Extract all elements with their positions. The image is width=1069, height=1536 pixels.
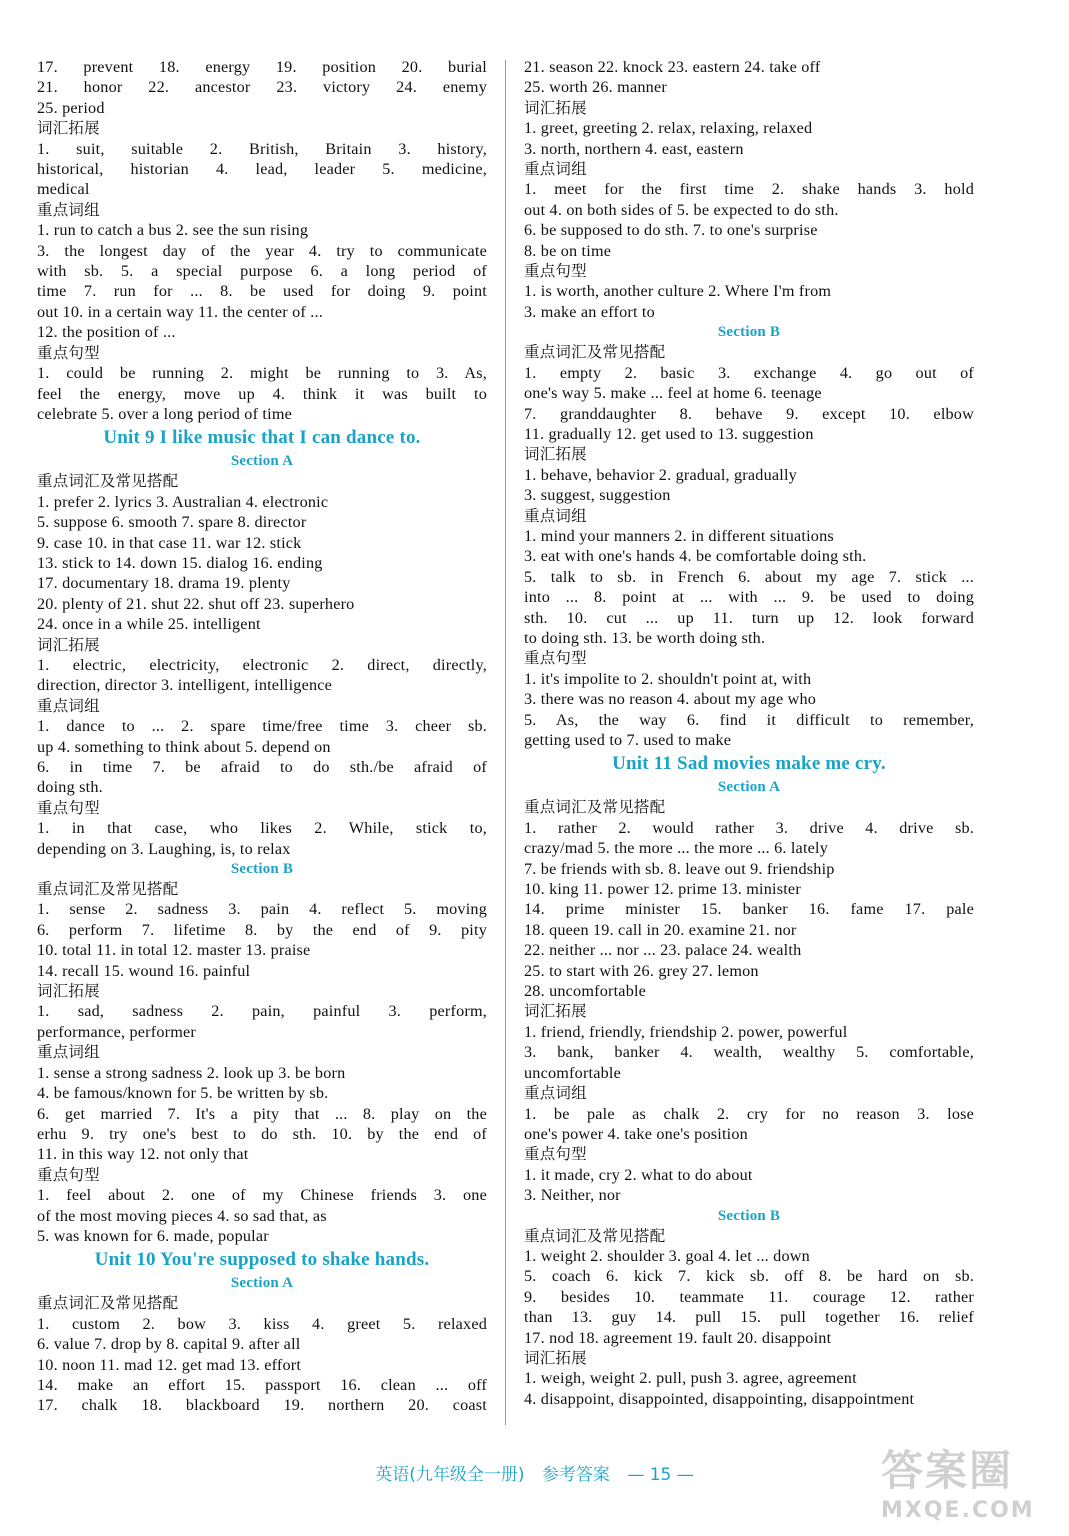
- section-title: Section B: [717, 1207, 781, 1224]
- answer-line: 25. to start with 26. grey 27. lemon: [524, 961, 759, 980]
- answer-line: medical: [37, 180, 90, 199]
- answer-line: into ... 8. point at ... with ... 9. be used to doing: [524, 588, 974, 607]
- unit-title: Unit 9 I like music that I can dance to.: [103, 427, 421, 449]
- answer-line: 3. there was no reason 4. about my age who: [524, 690, 817, 709]
- answer-line: historical, historian 4. lead, leader 5. medicine,: [37, 160, 487, 179]
- answer-line: 1. sad, sadness 2. pain, painful 3. perform,: [37, 1002, 487, 1021]
- answer-line: 1. suit, suitable 2. British, Britain 3. history,: [37, 139, 487, 158]
- answer-line: 9. case 10. in that case 11. war 12. stick: [37, 533, 302, 552]
- subheading: 重点词汇及常见搭配: [524, 1226, 666, 1245]
- unit-title: Unit 10 You're supposed to shake hands.: [94, 1249, 430, 1271]
- answer-line: 22. neither ... nor ... 23. palace 24. wealth: [524, 941, 802, 960]
- answer-line: 11. gradually 12. get used to 13. suggestion: [524, 424, 814, 443]
- answer-line: 25. period: [37, 98, 105, 117]
- answer-line: 6. in time 7. be afraid to do sth./be afraid of: [37, 758, 487, 776]
- answer-line: out 4. on both sides of 5. be expected to do sth.: [524, 200, 839, 219]
- answer-line: 5. talk to sb. in French 6. about my age 7. stick ...: [524, 567, 974, 586]
- answer-line: erhu 9. try one's best to do sth. 10. by the end of: [37, 1124, 487, 1143]
- answer-line: 1. run to catch a bus 2. see the sun rising: [37, 221, 309, 240]
- answer-line: 3. suggest, suggestion: [524, 486, 671, 505]
- subheading: 词汇拓展: [524, 98, 587, 117]
- answer-line: 1. be pale as chalk 2. cry for no reason 3. lose: [524, 1104, 974, 1123]
- answer-line: 5. As, the way 6. find it difficult to remember,: [524, 710, 974, 729]
- answer-line: 17. documentary 18. drama 19. plenty: [37, 574, 291, 593]
- answer-line: crazy/mad 5. the more ... the more ... 6. lately: [524, 839, 829, 858]
- subheading: 词汇拓展: [524, 1002, 587, 1021]
- answer-line: 12. the position of ...: [37, 323, 176, 342]
- answer-line: 1. friend, friendly, friendship 2. power, powerful: [524, 1022, 848, 1041]
- watermark-url: MXQE.COM: [881, 1498, 1035, 1523]
- answer-line: doing sth.: [37, 778, 103, 797]
- answer-line: 14. recall 15. wound 16. painful: [37, 961, 251, 980]
- footer-label: 参考答案: [541, 1465, 610, 1485]
- answer-line: 3. eat with one's hands 4. be comfortable doing sth.: [524, 547, 867, 566]
- subheading: 词汇拓展: [37, 982, 100, 1001]
- section-title: Section B: [230, 861, 294, 878]
- watermark-logo: [881, 1438, 1051, 1528]
- answer-line: 10. total 11. in total 12. master 13. praise: [37, 941, 311, 960]
- answer-line: 7. be friends with sb. 8. leave out 9. friendship: [524, 859, 835, 878]
- answer-line: 3. the longest day of the year 4. try to communicate: [37, 241, 487, 260]
- answer-line: 7. granddaughter 8. behave 9. except 10. elbow: [524, 404, 974, 423]
- subheading: 词汇拓展: [524, 1348, 587, 1367]
- answer-line: 18. queen 19. call in 20. examine 21. nor: [524, 920, 797, 939]
- answer-line: 13. stick to 14. down 15. dialog 16. ending: [37, 553, 323, 572]
- answer-line: 28. uncomfortable: [524, 982, 647, 1001]
- answer-line: direction, director 3. intelligent, intelligence: [37, 676, 333, 695]
- column-divider: [505, 60, 506, 1425]
- answer-line: 11. in this way 12. not only that: [37, 1145, 249, 1164]
- subheading: 词汇拓展: [37, 119, 100, 138]
- answer-line: 1. behave, behavior 2. gradual, gradually: [524, 465, 797, 484]
- answer-line: 4. be famous/known for 5. be written by sb.: [37, 1084, 329, 1103]
- answer-line: 1. meet for the first time 2. shake hands 3. hold: [524, 180, 974, 199]
- answer-line: 14. prime minister 15. banker 16. fame 17. pale: [524, 900, 974, 919]
- section-title: Section A: [717, 779, 781, 796]
- answer-line: 1. in that case, who likes 2. While, stick to,: [37, 819, 487, 838]
- answer-line: 1. greet, greeting 2. relax, relaxing, relaxed: [524, 119, 813, 138]
- subheading: 重点词汇及常见搭配: [37, 1294, 179, 1313]
- answer-line: getting used to 7. used to make: [524, 731, 732, 749]
- answer-line: 5. coach 6. kick 7. kick sb. off 8. be hard on sb.: [524, 1267, 974, 1286]
- answer-line: one's power 4. take one's position: [524, 1124, 748, 1143]
- answer-line: 17. nod 18. agreement 19. fault 20. disappoint: [524, 1328, 832, 1347]
- subheading: 重点词汇及常见搭配: [524, 798, 666, 817]
- answer-line: 1. sense a strong sadness 2. look up 3. be born: [37, 1063, 346, 1082]
- answer-line: 1. electric, electricity, electronic 2. direct, directly,: [37, 655, 487, 674]
- answer-line: 1. sense 2. sadness 3. pain 4. reflect 5. moving: [37, 900, 487, 919]
- subheading: 重点句型: [37, 798, 100, 817]
- answer-line: than 13. guy 14. pull 15. pull together 16. relief: [524, 1308, 974, 1327]
- answer-line: 6. get married 7. It's a pity that ... 8. play on the: [37, 1104, 487, 1123]
- answer-line: 3. Neither, nor: [524, 1186, 621, 1205]
- left-column: [37, 57, 487, 1416]
- answer-line: 1. weigh, weight 2. pull, push 3. agree, agreement: [524, 1369, 857, 1388]
- answer-line: 8. be on time: [524, 241, 612, 260]
- answer-line: 25. worth 26. manner: [524, 78, 667, 97]
- answer-line: 1. could be running 2. might be running to 3. As,: [37, 364, 487, 383]
- subheading: 重点句型: [524, 649, 587, 668]
- subheading: 重点句型: [524, 262, 587, 281]
- answer-line: of the most moving pieces 4. so sad that, as: [37, 1206, 327, 1225]
- answer-line: one's way 5. make ... feel at home 6. teenage: [524, 384, 822, 403]
- right-column: [524, 57, 974, 1409]
- watermark-logo-text: 答案圈: [881, 1446, 1014, 1495]
- subheading: 重点词组: [37, 200, 100, 219]
- answer-line: performance, performer: [37, 1022, 196, 1041]
- answer-line: 3. bank, banker 4. wealth, wealthy 5. comfortable,: [524, 1043, 974, 1062]
- subheading: 重点词汇及常见搭配: [37, 472, 179, 491]
- answer-line: 5. was known for 6. made, popular: [37, 1226, 269, 1245]
- subheading: 重点词汇及常见搭配: [524, 343, 666, 362]
- section-title: Section A: [230, 1275, 294, 1292]
- subheading: 重点词汇及常见搭配: [37, 880, 179, 899]
- footer-subject: 英语(九年级全一册): [375, 1465, 525, 1485]
- answer-line: with sb. 5. a special purpose 6. a long period of: [37, 262, 487, 281]
- answer-line: 1. is worth, another culture 2. Where I'm from: [524, 282, 832, 301]
- subheading: 词汇拓展: [37, 635, 100, 654]
- answer-line: 4. disappoint, disappointed, disappointing, disappointment: [524, 1389, 915, 1408]
- answer-line: 24. once in a while 25. intelligent: [37, 615, 261, 634]
- answer-line: up 4. something to think about 5. depend on: [37, 737, 331, 756]
- answer-line: 6. perform 7. lifetime 8. by the end of 9. pity: [37, 920, 487, 939]
- answer-line: 1. custom 2. bow 3. kiss 4. greet 5. relaxed: [37, 1314, 487, 1333]
- answer-line: 10. king 11. power 12. prime 13. minister: [524, 880, 801, 899]
- page-number: — 15 —: [627, 1465, 694, 1485]
- section-title: Section A: [230, 453, 294, 470]
- subheading: 重点词组: [37, 1043, 100, 1062]
- answer-line: 9. besides 10. teammate 11. courage 12. rather: [524, 1287, 974, 1306]
- answer-line: 1. it made, cry 2. what to do about: [524, 1165, 753, 1184]
- answer-line: to doing sth. 13. be worth doing sth.: [524, 628, 766, 647]
- answer-line: 17. prevent 18. energy 19. position 20. burial: [37, 58, 487, 76]
- answer-line: celebrate 5. over a long period of time: [37, 404, 293, 423]
- answer-line: 6. be supposed to do sth. 7. to one's surprise: [524, 221, 818, 240]
- answer-line: out 10. in a certain way 11. the center of ...: [37, 302, 323, 321]
- answer-line: 1. weight 2. shoulder 3. goal 4. let ... down: [524, 1246, 810, 1265]
- subheading: 重点句型: [37, 343, 100, 362]
- answer-line: 1. mind your manners 2. in different situations: [524, 526, 834, 545]
- answer-line: time 7. run for ... 8. be used for doing 9. point: [37, 282, 487, 301]
- answer-line: 20. plenty of 21. shut 22. shut off 23. superhero: [37, 594, 355, 613]
- answer-line: 14. make an effort 15. passport 16. clean ... off: [37, 1375, 487, 1394]
- answer-line: 10. noon 11. mad 12. get mad 13. effort: [37, 1355, 302, 1374]
- subheading: 重点句型: [37, 1165, 100, 1184]
- answer-line: feel the energy, move up 4. think it was built to: [37, 384, 487, 403]
- answer-line: 1. dance to ... 2. spare time/free time 3. cheer sb.: [37, 717, 487, 736]
- answer-line: 5. suppose 6. smooth 7. spare 8. director: [37, 513, 307, 532]
- answer-line: 1. rather 2. would rather 3. drive 4. drive sb.: [524, 818, 974, 837]
- unit-title: Unit 11 Sad movies make me cry.: [612, 753, 886, 775]
- answer-line: depending on 3. Laughing, is, to relax: [37, 839, 291, 858]
- answer-line: 3. north, northern 4. east, eastern: [524, 139, 744, 158]
- answer-line: 17. chalk 18. blackboard 19. northern 20. coast: [37, 1396, 487, 1415]
- subheading: 词汇拓展: [524, 445, 587, 464]
- subheading: 重点句型: [524, 1145, 587, 1164]
- answer-line: 3. make an effort to: [524, 302, 655, 321]
- section-title: Section B: [717, 324, 781, 341]
- subheading: 重点词组: [524, 160, 587, 179]
- answer-line: 1. empty 2. basic 3. exchange 4. go out of: [524, 363, 974, 382]
- answer-line: 1. feel about 2. one of my Chinese friends 3. one: [37, 1186, 487, 1205]
- subheading: 重点词组: [524, 1084, 587, 1103]
- subheading: 重点词组: [524, 506, 587, 525]
- answer-line: 1. it's impolite to 2. shouldn't point at, with: [524, 669, 812, 688]
- subheading: 重点词组: [37, 696, 100, 715]
- answer-line: 6. value 7. drop by 8. capital 9. after all: [37, 1335, 301, 1354]
- answer-line: sth. 10. cut ... up 11. turn up 12. look forward: [524, 608, 974, 627]
- answer-line: 21. season 22. knock 23. eastern 24. take off: [524, 58, 821, 76]
- answer-line: uncomfortable: [524, 1063, 621, 1082]
- answer-line: 1. prefer 2. lyrics 3. Australian 4. electronic: [37, 492, 329, 511]
- answer-line: 21. honor 22. ancestor 23. victory 24. enemy: [37, 78, 487, 97]
